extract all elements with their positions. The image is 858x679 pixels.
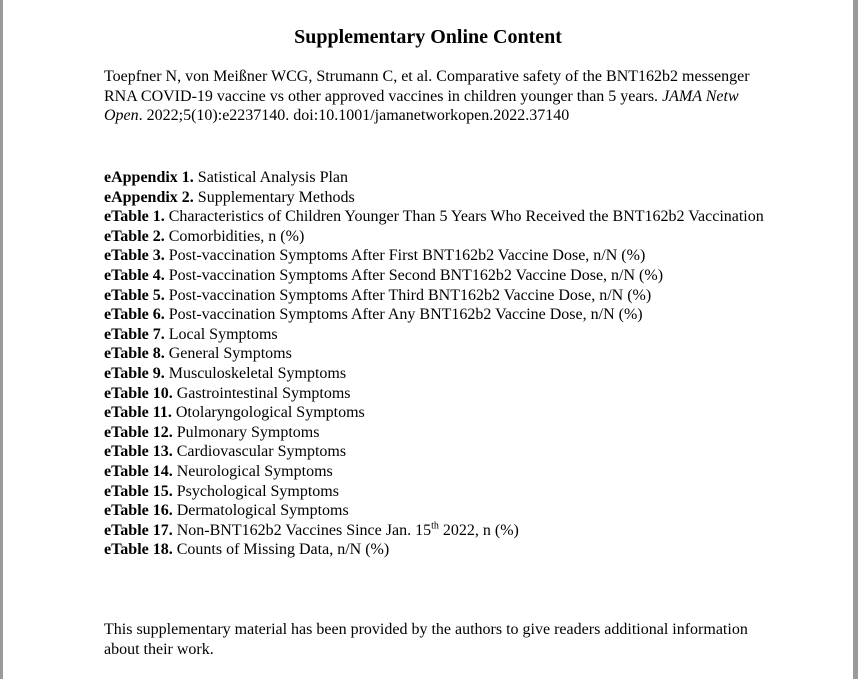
- contents-item: [104, 423, 764, 443]
- contents-item-text: Local Symptoms: [168, 325, 278, 343]
- contents-item-label: eTable 2.: [104, 227, 165, 245]
- citation-details: . 2022;5(10):e2237140. doi:10.1001/jamanetworkopen.2022.37140: [138, 107, 570, 124]
- contents-item-label: eAppendix 2.: [104, 188, 194, 206]
- contents-item: [104, 442, 764, 462]
- page-title: Supplementary Online Content: [294, 26, 562, 48]
- contents-item-text: Non-BNT162b2 Vaccines Since Jan. 15: [176, 521, 432, 539]
- contents-item-text-after: 2022, n (%): [438, 521, 519, 539]
- contents-item-text: Post-vaccination Symptoms After Any BNT162b2 Vaccine Dose, n/N (%): [168, 306, 643, 324]
- contents-item: [104, 482, 764, 502]
- contents-item: [104, 305, 764, 325]
- contents-item-label: eTable 8.: [104, 345, 165, 363]
- contents-item-label: eTable 9.: [104, 364, 165, 382]
- contents-item: [104, 168, 764, 188]
- contents-item-label: eTable 11.: [104, 404, 172, 422]
- contents-item-text: Supplementary Methods: [197, 188, 355, 206]
- contents-item-text: Post-vaccination Symptoms After First BNT162b2 Vaccine Dose, n/N (%): [168, 247, 646, 265]
- contents-item-label: eTable 1.: [104, 208, 165, 226]
- document-page: [3, 0, 853, 679]
- footer-note: This supplementary material has been provided by the authors to give readers additional information about their work.: [104, 621, 748, 658]
- contents-item-label: eTable 4.: [104, 266, 165, 284]
- contents-item-label: eTable 17.: [104, 521, 173, 539]
- contents-item-text: Psychological Symptoms: [176, 482, 339, 500]
- citation: [104, 67, 754, 126]
- contents-item: [104, 246, 764, 266]
- contents-item-label: eTable 15.: [104, 482, 173, 500]
- contents-item-label: eTable 6.: [104, 306, 165, 324]
- contents-item-text: Characteristics of Children Younger Than 5 Years Who Received the BNT162b2 Vaccination: [168, 208, 764, 226]
- citation-journal: JAMA Netw Open: [104, 87, 739, 124]
- contents-item-label: eTable 13.: [104, 443, 173, 461]
- contents-item-text: Satistical Analysis Plan: [197, 169, 349, 186]
- contents-item: [104, 344, 764, 364]
- contents-item: [104, 501, 764, 521]
- contents-item-label: eTable 12.: [104, 423, 173, 441]
- contents-item-label: eTable 16.: [104, 502, 173, 520]
- contents-item-label: eAppendix 1.: [104, 169, 194, 186]
- contents-item: [104, 286, 764, 306]
- contents-item: [104, 540, 764, 560]
- contents-item: [104, 364, 764, 384]
- contents-item: [104, 266, 764, 286]
- contents-item-text: Counts of Missing Data, n/N (%): [176, 541, 390, 559]
- contents-item-text: Dermatological Symptoms: [176, 502, 349, 520]
- contents-item-text: Post-vaccination Symptoms After Second BNT162b2 Vaccine Dose, n/N (%): [168, 266, 664, 284]
- contents-item-label: eTable 14.: [104, 462, 173, 480]
- contents-item-text: Gastrointestinal Symptoms: [176, 384, 351, 402]
- citation-authors-title: Toepfner N, von Meißner WCG, Strumann C, et al. Comparative safety of the BNT162b2 messenger RNA COVID-19 vaccine vs other approved vaccines in children younger than 5 years.: [104, 68, 750, 105]
- contents-item-text: Post-vaccination Symptoms After Third BNT162b2 Vaccine Dose, n/N (%): [168, 286, 652, 304]
- contents-item-label: eTable 3.: [104, 247, 165, 265]
- contents-item: [104, 462, 764, 482]
- contents-item: [104, 521, 764, 541]
- contents-item: [104, 227, 764, 247]
- contents-item: [104, 325, 764, 345]
- contents-item: [104, 207, 764, 227]
- contents-item-text: Pulmonary Symptoms: [176, 423, 320, 441]
- contents-item-text: Comorbidities, n (%): [168, 227, 305, 245]
- contents-item-text: General Symptoms: [168, 345, 292, 363]
- contents-item-superscript: th: [431, 520, 439, 532]
- contents-item: [104, 403, 764, 423]
- contents-list: [104, 168, 764, 560]
- contents-item-text: Musculoskeletal Symptoms: [168, 364, 347, 382]
- contents-item-label: eTable 7.: [104, 325, 165, 343]
- viewer-background-edge: [853, 0, 858, 679]
- contents-item-text: Cardiovascular Symptoms: [176, 443, 347, 461]
- contents-item-label: eTable 10.: [104, 384, 173, 402]
- contents-item-text: Otolaryngological Symptoms: [175, 404, 365, 422]
- contents-item-label: eTable 5.: [104, 286, 165, 304]
- contents-item: [104, 188, 764, 208]
- contents-item-label: eTable 18.: [104, 541, 173, 559]
- contents-item: [104, 384, 764, 404]
- contents-item-text: Neurological Symptoms: [176, 462, 333, 480]
